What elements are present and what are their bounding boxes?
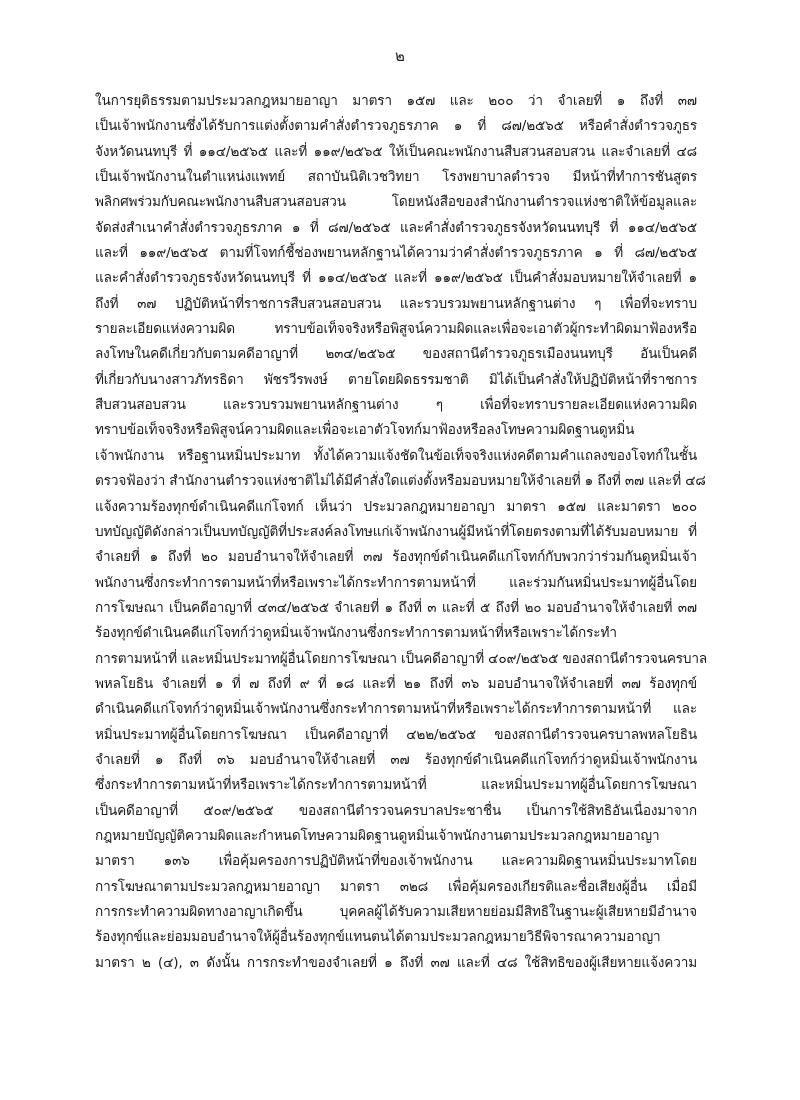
text-line: จังหวัดนนทบุรี ที่ ๑๑๔/๒๕๖๕ และที่ ๑๑๙/๒๕๖๕ ให้เป็นคณะพนักงานสืบสวนสอบสวน และจำเลยที่ ๔๘ [95,143,697,160]
page-number: ๒ [395,47,405,65]
text-line: ซึ่งกระทำการตามหน้าที่หรือเพราะได้กระทำการตามหน้าที่ และหมิ่นประมาทผู้อื่นโดยการโฆษณา [95,777,697,794]
text-line: สืบสวนสอบสวน และรวบรวมพยานหลักฐานต่าง ๆ เพื่อที่จะทราบรายละเอียดแห่งความผิด [95,397,697,414]
text-line: มาตรา ๑๓๖ เพื่อคุ้มครองการปฏิบัติหน้าที่ของเจ้าพนักงาน และความผิดฐานหมิ่นประมาทโดย [95,853,697,870]
text-line: การโฆษณา เป็นคดีอาญาที่ ๔๓๔/๒๕๖๕ จำเลยที่ ๑ ถึงที่ ๓ และที่ ๕ ถึงที่ ๒๐ มอบอำนาจให้จำเลยที่ ๓๗ [95,599,697,616]
text-line: พหลโยธิน จำเลยที่ ๑ ที่ ๗ ถึงที่ ๙ ที่ ๑๘ และที่ ๒๑ ถึงที่ ๓๖ มอบอำนาจให้จำเลยที่ ๓๗ ร้องทุกข์ [95,675,697,692]
text-line: แจ้งความร้องทุกข์ดำเนินคดีแก่โจทก์ เห็นว่า ประมวลกฎหมายอาญา มาตรา ๑๕๗ และมาตรา ๒๐๐ [95,498,697,515]
text-line: ถึงที่ ๓๗ ปฏิบัติหน้าที่ราชการสืบสวนสอบสวน และรวบรวมพยานหลักฐานต่าง ๆ เพื่อที่จะทราบ [95,295,697,312]
text-line: มาตรา ๒ (๔), ๓ ดังนั้น การกระทำของจำเลยที่ ๑ ถึงที่ ๓๗ และที่ ๔๘ ใช้สิทธิของผู้เสียหายแจ้งความ [95,954,697,971]
text-line: จัดส่งสำเนาคำสั่งตำรวจภูธรภาค ๑ ที่ ๘๗/๒๕๖๕ และคำสั่งตำรวจภูธรจังหวัดนนทบุรี ที่ ๑๑๔/๒๕๖๕ [95,219,697,236]
text-line: บทบัญญัติดังกล่าวเป็นบทบัญญัติที่ประสงค์ลงโทษแก่เจ้าพนักงานผู้มีหน้าที่โดยตรงตามที่ได้รับมอบหมาย ที่ [95,523,697,540]
text-line: การโฆษณาตามประมวลกฎหมายอาญา มาตรา ๓๒๘ เพื่อคุ้มครองเกียรติและชื่อเสียงผู้อื่น เมื่อมี [95,878,697,895]
text-line: การตามหน้าที่ และหมิ่นประมาทผู้อื่นโดยการโฆษณา เป็นคดีอาญาที่ ๔๐๙/๒๕๖๕ ของสถานีตำรวจนครบาล [95,650,708,667]
text-line: และที่ ๑๑๙/๒๕๖๕ ตามที่โจทก์ชี้ช่องพยานหลักฐานได้ความว่าคำสั่งตำรวจภูธรภาค ๑ ที่ ๘๗/๒๕๖๕ [95,245,697,262]
text-line: ร้องทุกข์ดำเนินคดีแก่โจทก์ว่าดูหมิ่นเจ้าพนักงานซึ่งกระทำการตามหน้าที่หรือเพราะได้กระทำ [95,625,617,642]
text-line: ทราบข้อเท็จจริงหรือพิสูจน์ความผิดและเพื่อจะเอาตัวโจทก์มาฟ้องหรือลงโทษความผิดฐานดูหมิ่น [95,422,635,439]
text-line: กฎหมายบัญญัติความผิดและกำหนดโทษความผิดฐานดูหมิ่นเจ้าพนักงานตามประมวลกฎหมายอาญา [95,827,660,844]
text-line: ในการยุติธรรมตามประมวลกฎหมายอาญา มาตรา ๑๕๗ และ ๒๐๐ ว่า จำเลยที่ ๑ ถึงที่ ๓๗ [95,93,697,109]
text-line: พลิกศพร่วมกับคณะพนักงานสืบสวนสอบสวน โดยหนังสือของสำนักงานตำรวจแห่งชาติให้ข้อมูลและ [95,194,697,211]
text-line: ดำเนินคดีแก่โจทก์ว่าดูหมิ่นเจ้าพนักงานซึ่งกระทำการตามหน้าที่หรือเพราะได้กระทำการตามหน้าที่ และ [95,701,697,718]
text-line: หมิ่นประมาทผู้อื่นโดยการโฆษณา เป็นคดีอาญาที่ ๔๒๒/๒๕๖๕ ของสถานีตำรวจนครบาลพหลโยธิน [95,726,697,743]
text-line: จำเลยที่ ๑ ถึงที่ ๓๖ มอบอำนาจให้จำเลยที่ ๓๗ ร้องทุกข์ดำเนินคดีแก่โจทก์ว่าดูหมิ่นเจ้าพนักงาน [95,751,697,768]
body-text [95,89,708,976]
text-line: เป็นเจ้าพนักงานซึ่งได้รับการแต่งตั้งตามคำสั่งตำรวจภูธรภาค ๑ ที่ ๘๗/๒๕๖๕ หรือคำสั่งตำรวจภูธร [95,118,697,135]
text-line: และคำสั่งตำรวจภูธรจังหวัดนนทบุรี ที่ ๑๑๔/๒๕๖๕ และที่ ๑๑๙/๒๕๖๕ เป็นคำสั่งมอบหมายให้จำเลยที่ ๑ [95,270,697,287]
text-line: เจ้าพนักงาน หรือฐานหมิ่นประมาท ทั้งได้ความแจ้งชัดในข้อเท็จจริงแห่งคดีตามคำแถลงของโจทก์ในชั้น [95,447,697,464]
text-line: พนักงานซึ่งกระทำการตามหน้าที่หรือเพราะได้กระทำการตามหน้าที่ และร่วมกันหมิ่นประมาทผู้อื่นโดย [95,574,697,591]
text-line: การกระทำความผิดทางอาญาเกิดขึ้น บุคคลผู้ได้รับความเสียหายย่อมมีสิทธิในฐานะผู้เสียหายมีอำนาจ [95,904,697,920]
text-line: ร้องทุกข์และย่อมมอบอำนาจให้ผู้อื่นร้องทุกข์แทนตนได้ตามประมวลกฎหมายวิธีพิจารณาความอาญา [95,929,661,946]
text-line: เป็นเจ้าพนักงานในตำแหน่งแพทย์ สถาบันนิติเวชวิทยา โรงพยาบาลตำรวจ มีหน้าที่ทำการชันสูตร [95,169,697,186]
text-line: เป็นคดีอาญาที่ ๕๐๙/๒๕๖๕ ของสถานีตำรวจนครบาลประชาชื่น เป็นการใช้สิทธิอันเนื่องมาจาก [95,802,697,819]
text-line: ลงโทษในคดีเกี่ยวกับตามคดีอาญาที่ ๒๓๔/๒๕๖๕ ของสถานีตำรวจภูธรเมืองนนทบุรี อันเป็นคดี [95,346,697,363]
text-line: ตรวจฟ้องว่า สำนักงานตำรวจแห่งชาติไม่ได้มีคำสั่งใดแต่งตั้งหรือมอบหมายให้จำเลยที่ ๑ ถึงที่ ๓๗ และที่ ๔๘ [95,473,706,490]
text-line: รายละเอียดแห่งความผิด ทราบข้อเท็จจริงหรือพิสูจน์ความผิดและเพื่อจะเอาตัวผู้กระทำผิดมาฟ้องหรือ [95,321,697,338]
text-line: ที่เกี่ยวกับนางสาวภัทรธิดา พัชรวีรพงษ์ ตายโดยผิดธรรมชาติ มิได้เป็นคำสั่งให้ปฏิบัติหน้าที่ราชการ [95,371,697,388]
text-line: จำเลยที่ ๑ ถึงที่ ๒๐ มอบอำนาจให้จำเลยที่ ๓๗ ร้องทุกข์ดำเนินคดีแก่โจทก์กับพวกว่าร่วมกันดูหมิ่นเจ้า [95,549,697,566]
